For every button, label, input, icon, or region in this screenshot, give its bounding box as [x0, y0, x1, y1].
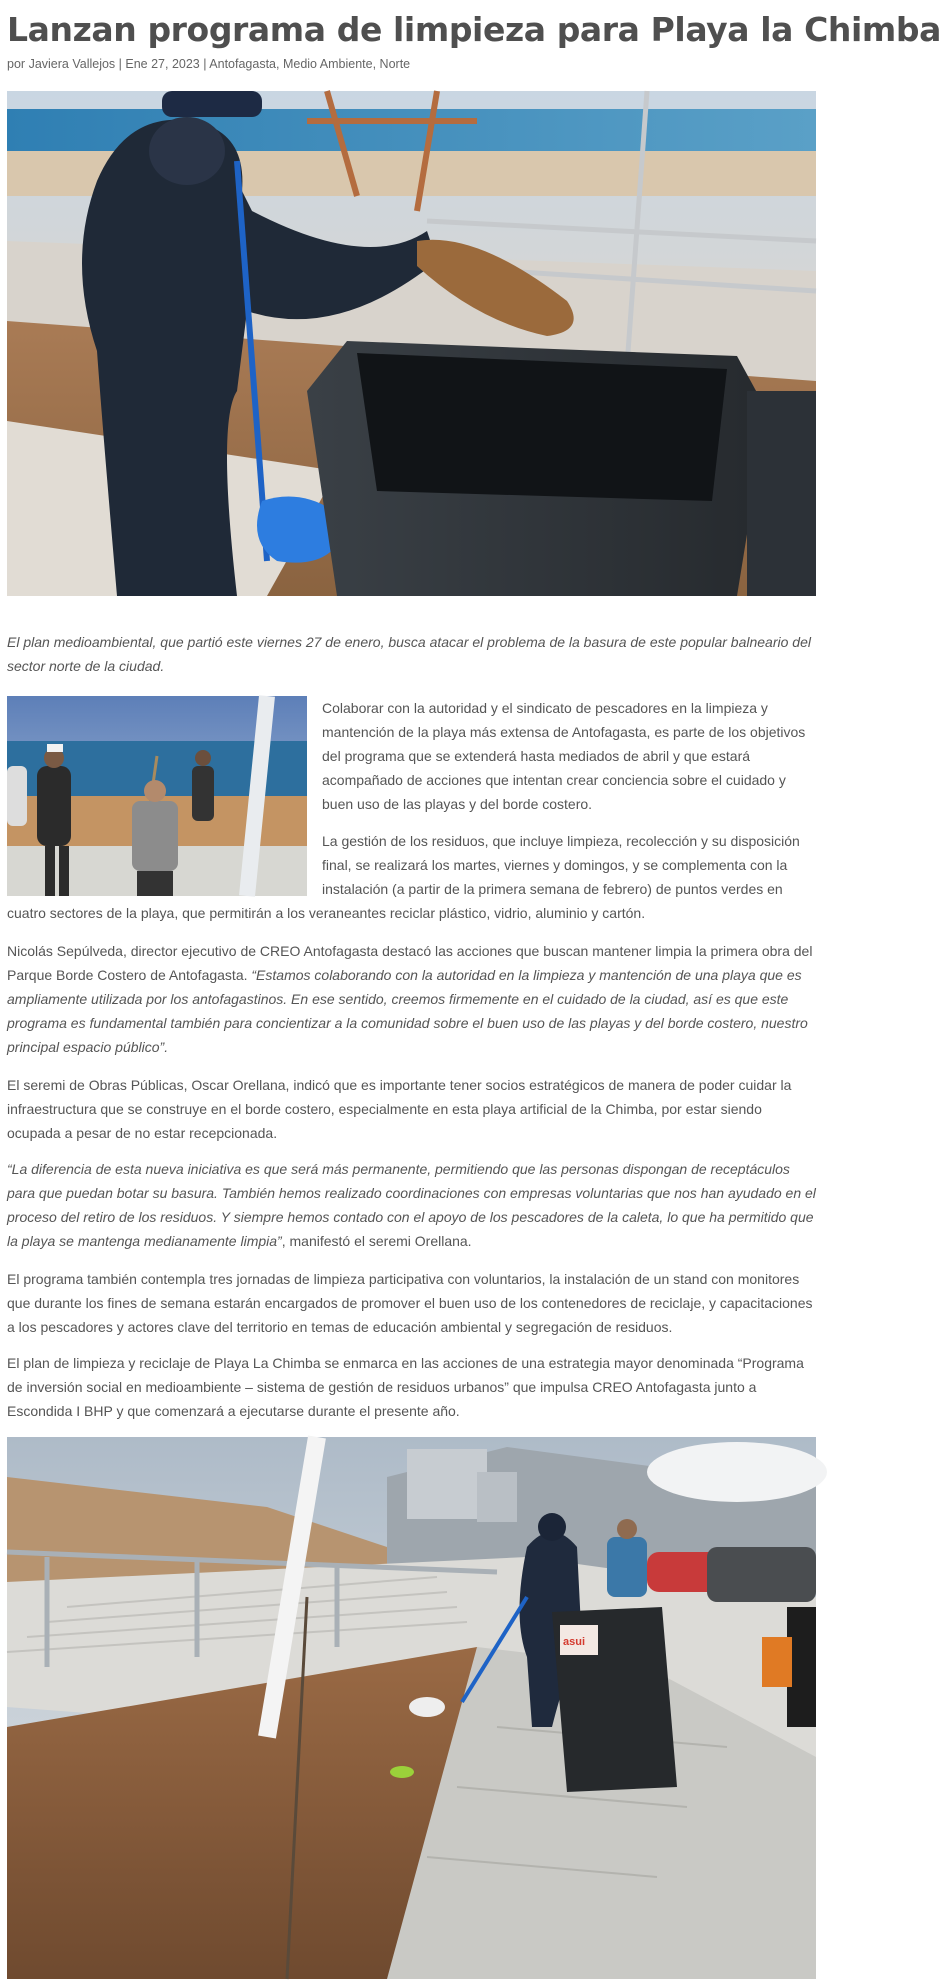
page-title: Lanzan programa de limpieza para Playa la Chimba: [7, 10, 941, 49]
post-date: Ene 27, 2023: [125, 57, 200, 71]
post-meta: por Javiera Vallejos | Ene 27, 2023 | Antofagasta, Medio Ambiente, Norte: [7, 57, 411, 71]
body-paragraph-3: [7, 939, 816, 1059]
inline-photo: [7, 696, 307, 896]
hero-photo: [7, 91, 816, 596]
body-paragraph-1: Colaborar con la autoridad y el sindicato de pescadores en la limpieza y mantención de la playa más extensa de Antofagasta, es parte de los objetivos del programa que se extenderá hasta mediados de abril y que estará acompañado de acciones que intentan crear conciencia sobre el cuidado y buen uso de las playas y del borde costero.: [322, 700, 806, 812]
bottom-photo: [7, 1437, 816, 1979]
body-paragraph-2a: La gestión de los residuos, que incluye limpieza, recolección y su disposición final, se realizará los martes, viernes y domingos, y se complementa con la instalación (a partir de la primera semana de febrero) de puntos verdes en: [322, 833, 800, 897]
lead-paragraph: El plan medioambiental, que partió este viernes 27 de enero, busca atacar el problema de la basura de este popular balneario del sector norte de la ciudad.: [7, 634, 811, 674]
body-paragraph-7: El plan de limpieza y reciclaje de Playa La Chimba se enmarca en las acciones de una estrategia mayor denominada “Programa de inversión social en medioambiente – sistema de gestión de residuos urbanos” que impulsa CREO Antofagasta junto a Escondida I BHP y que comenzará a ejecutarse durante el presente año.: [7, 1355, 804, 1419]
body-paragraph-2b: cuatro sectores de la playa, que permitirán a los veraneantes reciclar plástico, vidrio, aluminio y cartón.: [7, 905, 646, 921]
meta-separator: |: [115, 57, 126, 71]
bin-label: asui: [563, 1636, 586, 1648]
quote-text: “La diferencia de esta nueva iniciativa es que será más permanente, permitiendo que las personas dispongan de receptáculos para que puedan botar su basura. También hemos realizado coordinaciones con empresas voluntarias que nos han ayudado en el proceso del retiro de los residuos. Y siempre hemos contado con el apoyo de los pescadores de la caleta, lo que ha permitido que la playa se mantenga medianamente limpia”: [7, 1161, 816, 1249]
body-paragraph-4: El seremi de Obras Públicas, Oscar Orellana, indicó que es importante tener socios estratégicos de manera de poder cuidar la infraestructura que se construye en el borde costero, especialmente en esta playa artificial de la Chimba, por estar siendo ocupada a pesar de no estar recepcionada.: [7, 1077, 792, 1141]
meta-prefix: por: [7, 57, 26, 71]
quote-text: “Estamos colaborando con la autoridad en la limpieza y mantención de una playa que es ampliamente utilizada por los antofagastinos. En ese sentido, creemos firmemente en el cuidado de la ciudad, así es que este programa es fundamental también para concientizar a la comunidad sobre el buen uso de las playas y del borde costero, nuestro principal espacio público”.: [7, 967, 808, 1055]
category-link[interactable]: Antofagasta: [209, 57, 276, 71]
body-paragraph-6: El programa también contempla tres jornadas de limpieza participativa con voluntarios, la instalación de un stand con monitores que durante los fines de semana estarán encargados de promover el buen uso de los contenedores de reciclaje, y capacitaciones a los pescadores y actores clave del territorio en temas de educación ambiental y segregación de residuos.: [7, 1271, 813, 1335]
author-link[interactable]: Javiera Vallejos: [28, 57, 116, 71]
paragraph-text: Nicolás Sepúlveda, director ejecutivo de CREO Antofagasta destacó las acciones que buscan mantener limpia la primera obra del Parque Borde Costero de Antofagasta.: [7, 943, 813, 983]
body-paragraph-5: [7, 1157, 816, 1253]
meta-separator: |: [199, 57, 210, 71]
category-link[interactable]: Norte: [379, 57, 411, 71]
paragraph-text: , manifestó el seremi Orellana.: [281, 1233, 472, 1249]
category-link[interactable]: Medio Ambiente: [282, 57, 373, 71]
